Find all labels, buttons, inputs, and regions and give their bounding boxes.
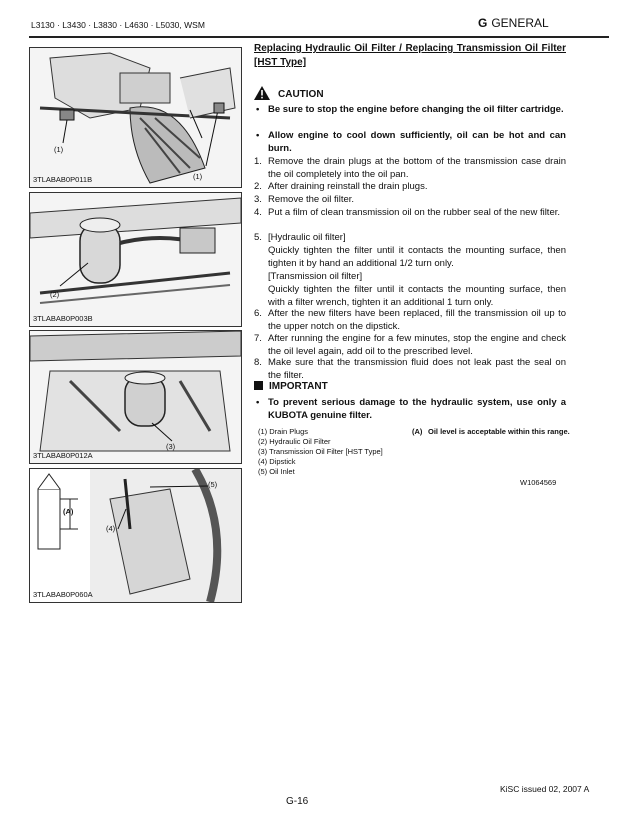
figure-transmission-filter-drawing [30,331,241,463]
callout-label: (4) [106,524,116,533]
legend-item: (4) Dipstick [258,457,296,466]
bullet-icon: • [256,130,260,141]
figure-code: 3TLABAB0P011B [33,175,93,184]
callout-label: (3) [166,442,176,451]
caution-label: CAUTION [278,89,324,101]
figure-drain-plugs [29,47,242,188]
figure-drain-plugs-drawing [30,48,241,187]
figure-code: 3TLABAB0P060A [33,590,93,599]
figure-transmission-filter [29,330,242,464]
important-label: IMPORTANT [269,381,328,392]
caution-bullet: • Allow engine to cool down sufficiently, oil can be hot and can burn. [256,130,566,154]
figure-code: 3TLABAB0P003B [33,314,93,323]
figure-code: 3TLABAB0P012A [33,451,93,460]
caution-bullet: • Be sure to stop the engine before changing the oil filter cartridge. [256,104,564,115]
legend-item: (1) Drain Plugs [258,427,309,436]
legend-item: (2) Hydraulic Oil Filter [258,437,331,446]
caution-header [254,86,324,103]
step-item: 3. Remove the oil filter. [254,194,355,205]
step-item: 5. [Hydraulic oil filter] Quickly tighten the filter until it contacts the mounting surface, then tighten it by hand an additional 1/2 turn only. [Transmission oil filter] Quickly tighten the filter until it contacts the mounting surface, then with a filter wrench, tighten it an additional 1 turn only. [254,232,566,308]
bullet-icon: • [256,104,260,115]
step-item: 4. Put a film of clean transmission oil on the rubber seal of the new filter. [254,207,561,218]
figure-legend [258,427,383,477]
header-models: L3130 · L3430 · L3830 · L4630 · L5030, WSM [31,20,205,30]
callout-label: (1) [193,172,203,181]
section-title: GENERAL [491,16,549,30]
step-item: 7. After running the engine for a few minutes, stop the engine and check the oil level again, add oil to the prescribed level. [254,333,566,357]
figure-hydraulic-filter-drawing [30,193,241,326]
important-header [254,381,328,392]
step-item: 6. After the new filters have been replaced, fill the transmission oil up to the upper notch on the dipstick. [254,308,566,332]
callout-label: (2) [50,290,60,299]
figure-dipstick [29,468,242,603]
legend-item: (3) Transmission Oil Filter [HST Type] [258,447,383,456]
callout-label: (A) [63,507,74,516]
important-square-icon [254,381,263,390]
step-item: 1. Remove the drain plugs at the bottom of the transmission case drain the oil completely into the oil pan. [254,156,566,180]
figure-hydraulic-filter [29,192,242,327]
issue-info: KiSC issued 02, 2007 A [500,784,590,794]
header-rule [29,36,609,38]
section-heading: Replacing Hydraulic Oil Filter / Replacing Transmission Oil Filter [HST Type] [254,43,566,68]
header-section [478,16,549,30]
oil-level-note: (A) Oil level is acceptable within this range. [412,427,570,436]
document-code: W1064569 [520,478,557,487]
section-letter: G [478,16,488,30]
callout-label: (5) [208,480,218,489]
page-number: G-16 [286,796,309,807]
important-bullet: • To prevent serious damage to the hydraulic system, use only a KUBOTA genuine filter. [256,397,566,421]
step-item: 8. Make sure that the transmission fluid does not leak past the seal on the filter. [254,357,566,381]
warning-triangle-icon [254,86,270,103]
bullet-icon: • [256,397,260,408]
legend-item: (5) Oil Inlet [258,467,295,476]
step-item: 2. After draining reinstall the drain plugs. [254,181,428,192]
callout-label: (1) [54,145,64,154]
